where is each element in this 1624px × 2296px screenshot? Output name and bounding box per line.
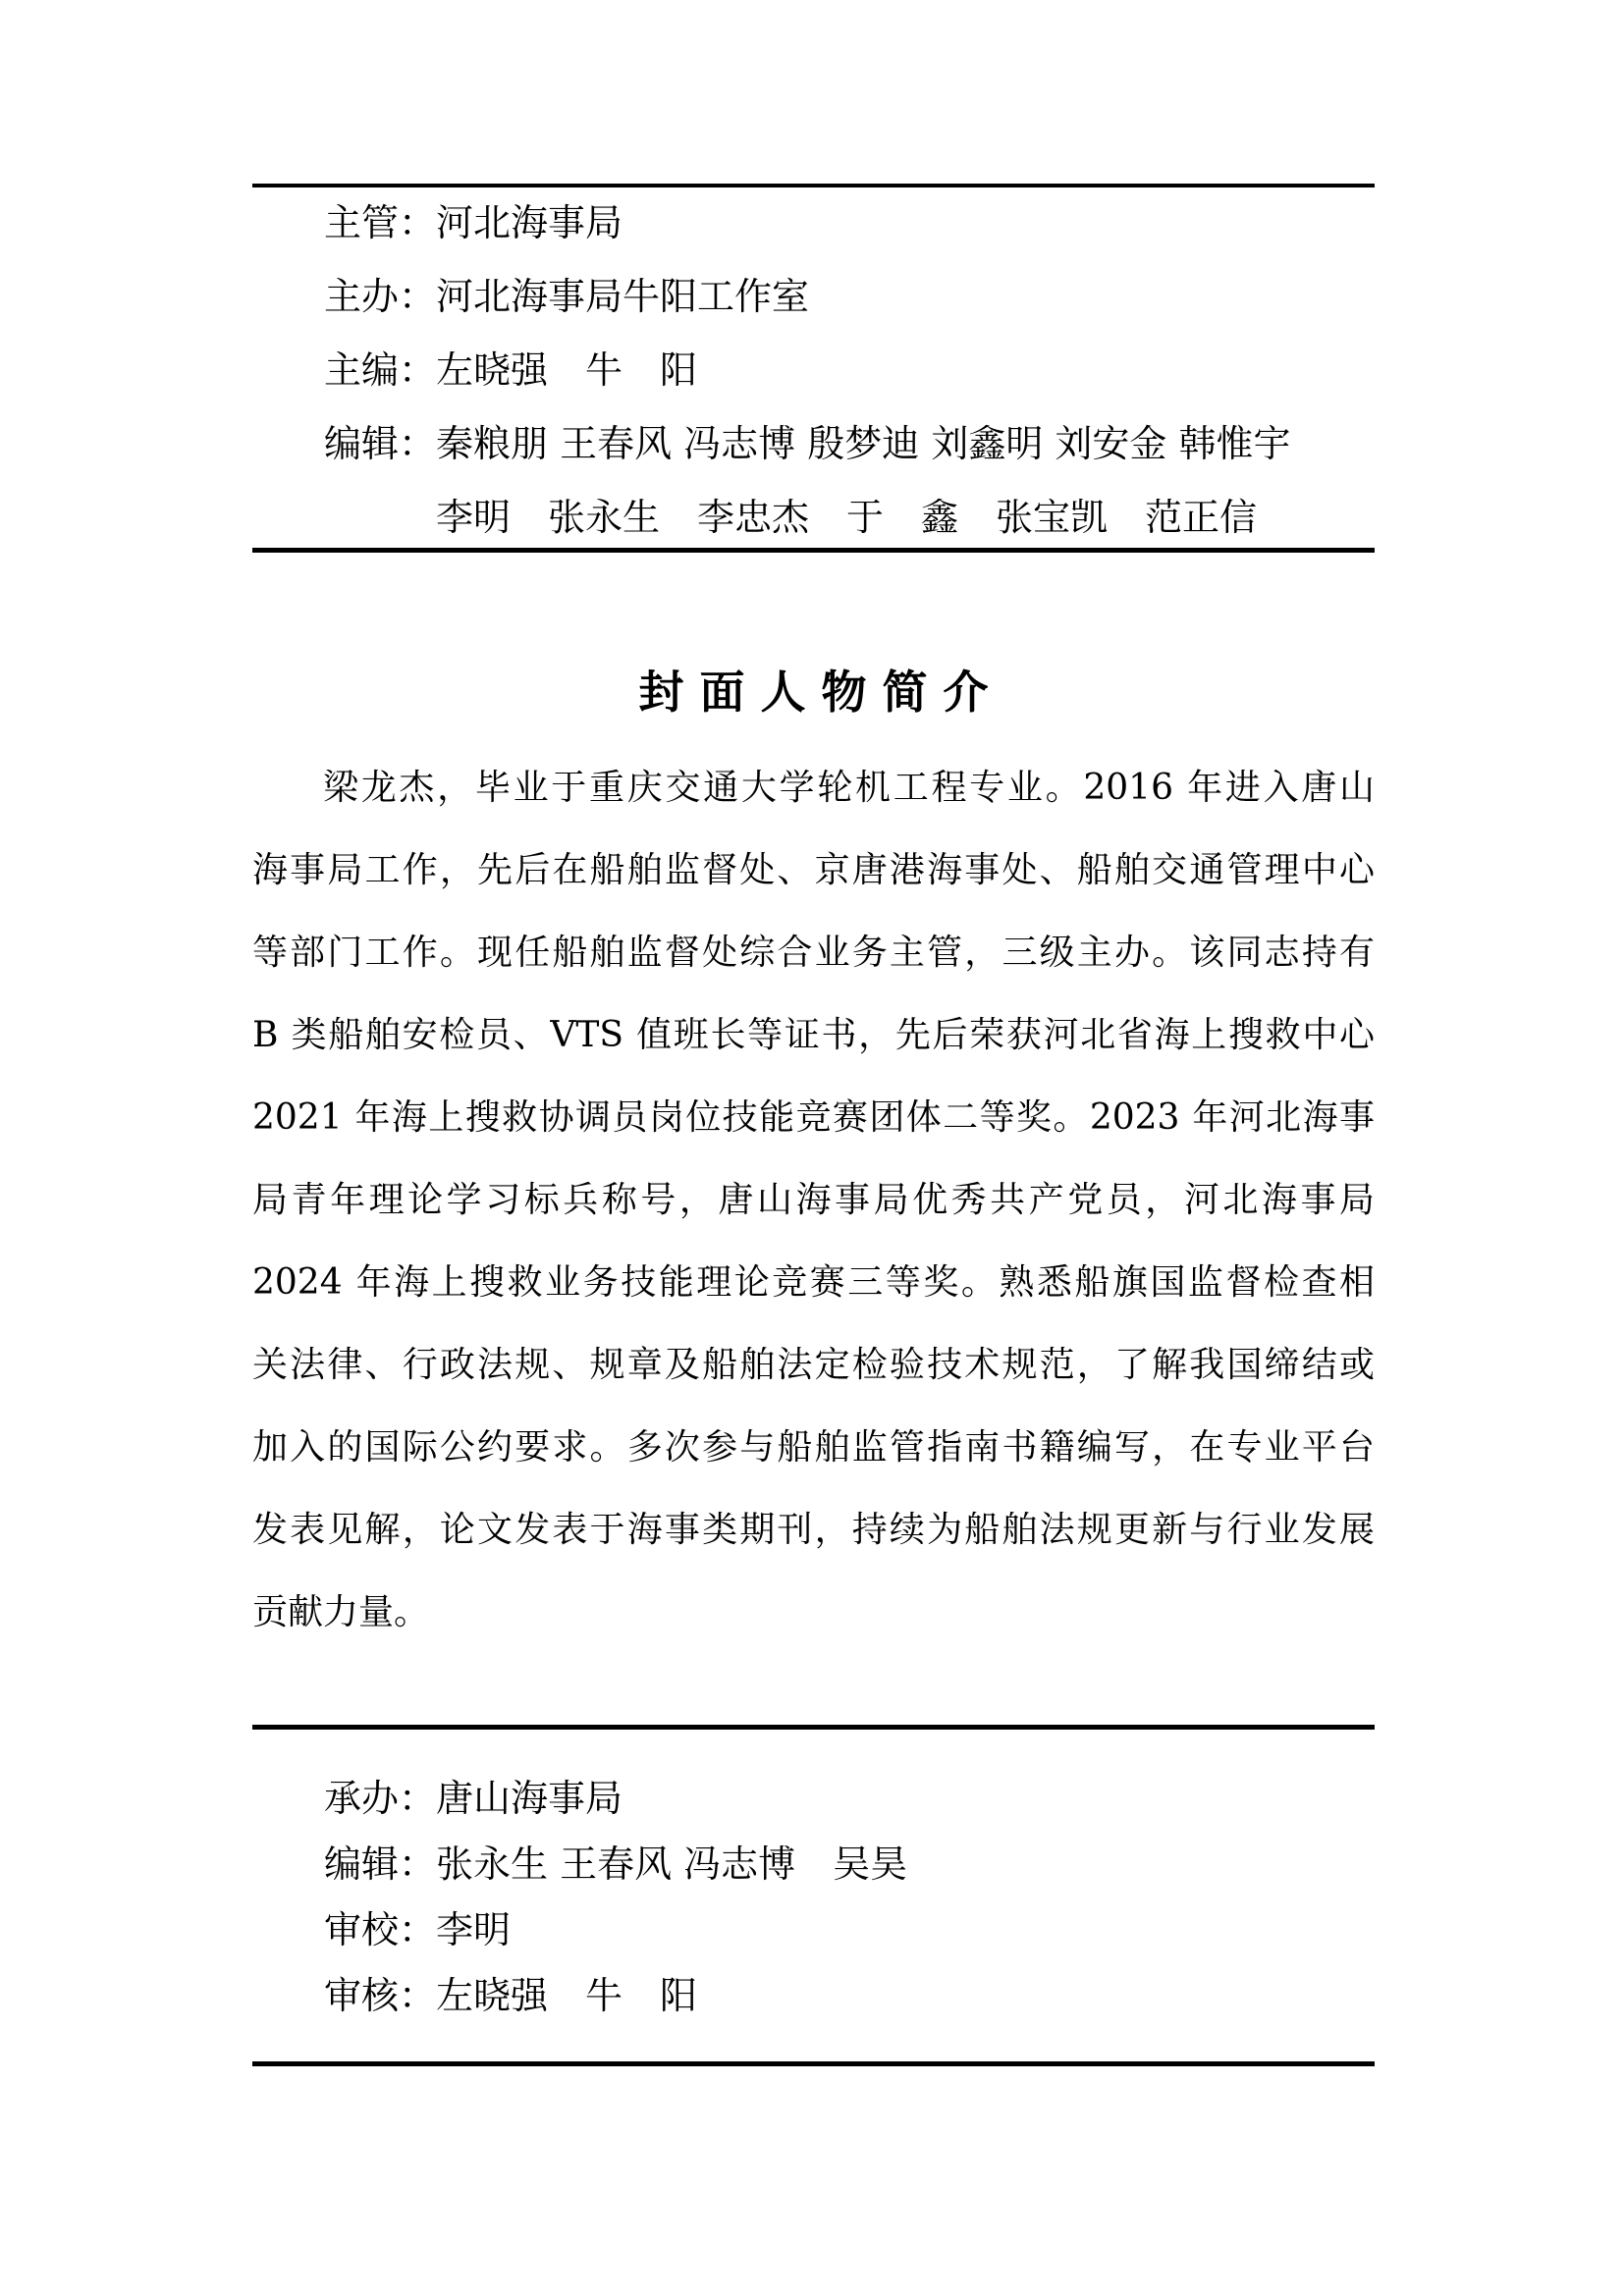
paragraph-line: 发表见解，论文发表于海事类期刊，持续为船舶法规更新与行业发展	[252, 1510, 1375, 1550]
masthead-value: 河北海事局	[436, 201, 623, 244]
masthead-row-proofreader	[324, 1897, 907, 1963]
masthead-value: 李明 张永生 李忠杰 于 鑫 张宝凯 范正信	[436, 496, 1258, 539]
footer-top-rule	[252, 1725, 1375, 1730]
profile-paragraph	[252, 747, 1375, 1654]
paragraph-line: 局青年理论学习标兵称号，唐山海事局优秀共产党员，河北海事局	[252, 1180, 1375, 1220]
masthead-label: 编辑：	[324, 1842, 437, 1886]
masthead-row-issue-editors	[324, 1832, 907, 1897]
masthead-label: 编辑：	[324, 422, 437, 465]
masthead-value: 秦粮朋 王春风 冯志博 殷梦迪 刘鑫明 刘安金 韩惟宇	[436, 422, 1291, 465]
paragraph-line: 2024 年海上搜救业务技能理论竞赛三等奖。熟悉船旗国监督检查相	[252, 1262, 1375, 1303]
bottom-rule	[252, 2061, 1375, 2066]
masthead-label: 审核：	[324, 1974, 437, 2017]
masthead-value: 左晓强 牛 阳	[436, 1974, 698, 2017]
masthead-row-reviewer	[324, 1963, 907, 2029]
masthead-row-supervisor	[324, 187, 1291, 260]
masthead-label: 主编：	[324, 348, 437, 392]
paragraph-line: 关法律、行政法规、规章及船舶法定检验技术规范，了解我国缔结或	[252, 1345, 1375, 1385]
masthead-value: 左晓强 牛 阳	[436, 348, 698, 392]
masthead-row-editors-line2	[324, 481, 1291, 555]
paragraph-line: 梁龙杰，毕业于重庆交通大学轮机工程专业。2016 年进入唐山	[323, 768, 1375, 808]
paragraph-line: 等部门工作。现任船舶监督处综合业务主管，三级主办。该同志持有	[252, 933, 1375, 973]
paragraph-line: 2021 年海上搜救协调员岗位技能竞赛团体二等奖。2023 年河北海事	[252, 1097, 1375, 1138]
masthead-top	[324, 187, 1291, 555]
masthead-bottom	[324, 1766, 907, 2029]
paragraph-line: 加入的国际公约要求。多次参与船舶监管指南书籍编写，在专业平台	[252, 1427, 1375, 1468]
paragraph-line: 贡献力量。	[252, 1592, 430, 1632]
masthead-row-undertaker	[324, 1766, 907, 1832]
masthead-row-chief-editor	[324, 334, 1291, 407]
masthead-value: 张永生 王春风 冯志博 吴昊	[436, 1842, 908, 1886]
masthead-label: 主办：	[324, 275, 437, 318]
masthead-bottom-rule	[252, 548, 1375, 553]
masthead-value: 河北海事局牛阳工作室	[436, 275, 810, 318]
masthead-row-organizer	[324, 260, 1291, 334]
paragraph-line: B 类船舶安检员、VTS 值班长等证书，先后荣获河北省海上搜救中心	[252, 1015, 1375, 1055]
page-title: 封 面 人 物 简 介	[638, 666, 989, 719]
masthead-value: 李明	[436, 1908, 512, 1951]
masthead-row-editors-line1	[324, 407, 1291, 481]
masthead-value: 唐山海事局	[436, 1777, 623, 1820]
masthead-label: 主管：	[324, 201, 437, 244]
masthead-label: 承办：	[324, 1777, 437, 1820]
paragraph-line: 海事局工作，先后在船舶监督处、京唐港海事处、船舶交通管理中心	[252, 850, 1375, 890]
masthead-label: 审校：	[324, 1908, 437, 1951]
